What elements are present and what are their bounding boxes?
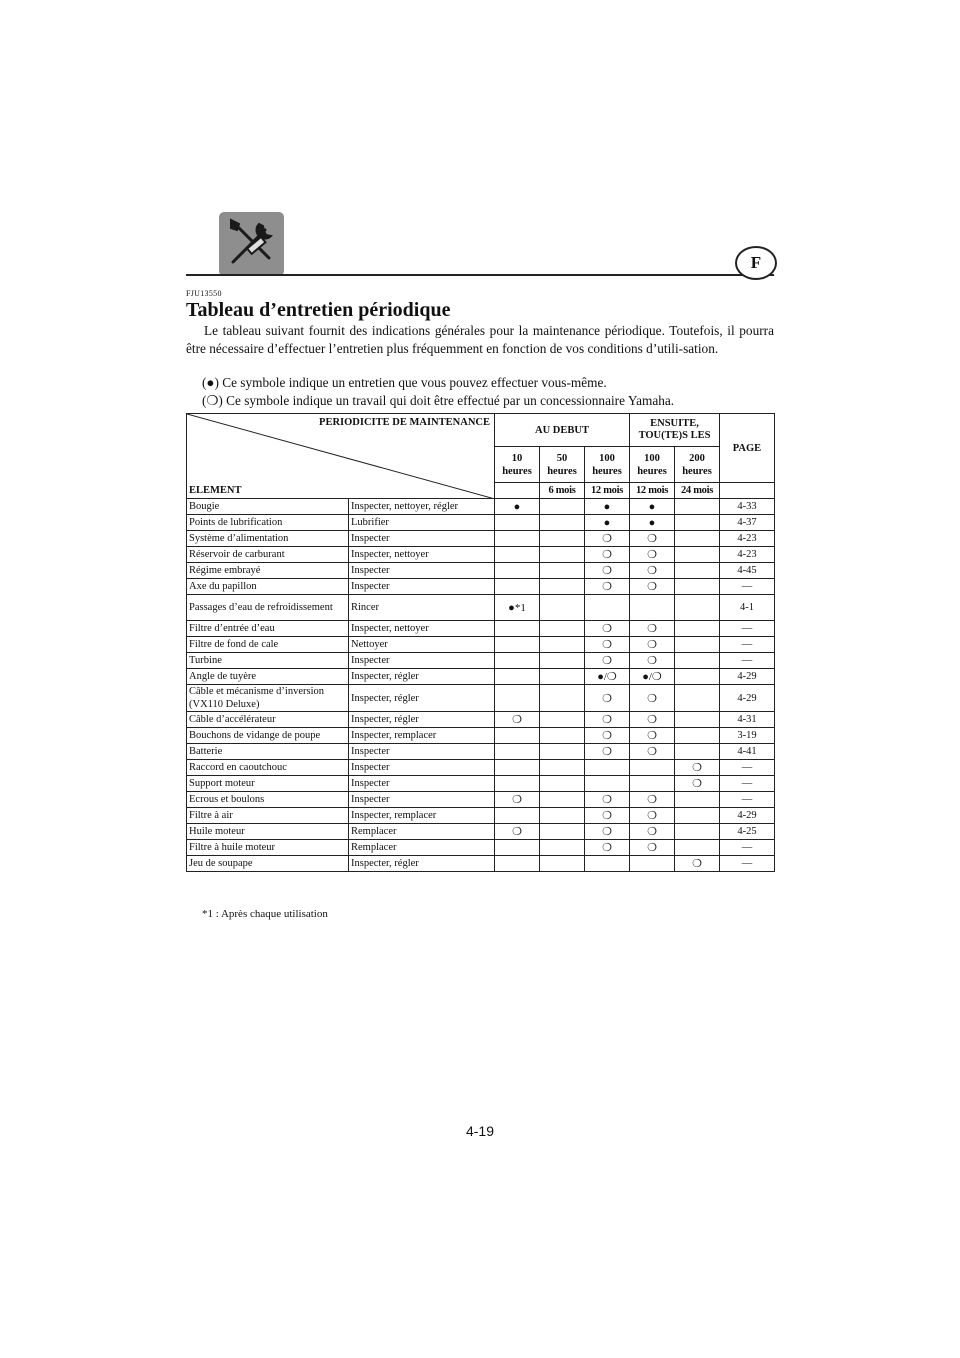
row-mark — [540, 531, 585, 547]
row-operation: Inspecter, régler — [349, 712, 495, 728]
row-mark — [540, 808, 585, 824]
header-page-spacer — [720, 483, 775, 499]
row-mark — [495, 621, 540, 637]
row-operation: Remplacer — [349, 824, 495, 840]
corner-top-label: PERIODICITE DE MAINTENANCE — [319, 417, 490, 428]
corner-bottom-label: ELEMENT — [189, 485, 242, 496]
row-mark — [495, 776, 540, 792]
table-row — [187, 595, 775, 621]
row-operation: Remplacer — [349, 840, 495, 856]
table-row — [187, 637, 775, 653]
table-row — [187, 792, 775, 808]
legend-filled: (●) Ce symbole indique un entretien que vous pouvez effectuer vous-même. — [202, 375, 607, 390]
table-row — [187, 760, 775, 776]
row-element: Points de lubrification — [187, 515, 349, 531]
table-row — [187, 840, 775, 856]
row-page: 4-33 — [720, 499, 775, 515]
row-operation: Rincer — [349, 595, 495, 621]
header-months-2: 12 mois — [585, 483, 630, 499]
row-page: — — [720, 792, 775, 808]
header-months-3: 12 mois — [630, 483, 675, 499]
table-row — [187, 563, 775, 579]
row-mark — [675, 712, 720, 728]
row-mark — [540, 840, 585, 856]
row-operation: Inspecter, régler — [349, 669, 495, 685]
row-mark — [540, 637, 585, 653]
row-operation: Nettoyer — [349, 637, 495, 653]
row-mark: ❍ — [585, 744, 630, 760]
row-mark — [495, 653, 540, 669]
row-mark — [540, 728, 585, 744]
table-row — [187, 685, 775, 712]
row-element: Turbine — [187, 653, 349, 669]
row-mark: ❍ — [630, 653, 675, 669]
row-mark: ❍ — [585, 685, 630, 712]
header-interval-0: 10 heures — [495, 447, 540, 483]
table-row — [187, 669, 775, 685]
row-mark — [540, 824, 585, 840]
table-row — [187, 744, 775, 760]
row-mark: ❍ — [630, 744, 675, 760]
row-mark — [675, 653, 720, 669]
table-row — [187, 579, 775, 595]
row-operation: Inspecter — [349, 792, 495, 808]
row-mark — [495, 808, 540, 824]
row-page: 4-23 — [720, 547, 775, 563]
row-mark — [675, 637, 720, 653]
row-page: 4-29 — [720, 685, 775, 712]
table-row — [187, 653, 775, 669]
row-mark — [675, 792, 720, 808]
row-mark: ❍ — [675, 776, 720, 792]
symbol-legend — [202, 374, 674, 410]
row-mark: ❍ — [630, 728, 675, 744]
row-element: Bouchons de vidange de poupe — [187, 728, 349, 744]
table-row — [187, 728, 775, 744]
table-row — [187, 712, 775, 728]
row-mark — [495, 840, 540, 856]
row-element: Passages d’eau de refroidissement — [187, 595, 349, 621]
maintenance-tools-icon — [219, 212, 284, 276]
row-mark — [495, 685, 540, 712]
header-interval-1: 50 heures — [540, 447, 585, 483]
row-mark: ❍ — [630, 563, 675, 579]
row-operation: Lubrifier — [349, 515, 495, 531]
row-mark: ❍ — [585, 653, 630, 669]
row-element: Ecrous et boulons — [187, 792, 349, 808]
row-mark — [540, 621, 585, 637]
row-page: 4-29 — [720, 808, 775, 824]
row-mark — [630, 776, 675, 792]
row-mark — [585, 595, 630, 621]
row-mark: ❍ — [630, 712, 675, 728]
header-months-4: 24 mois — [675, 483, 720, 499]
row-page: — — [720, 579, 775, 595]
row-mark — [675, 744, 720, 760]
row-page: 4-31 — [720, 712, 775, 728]
row-mark — [540, 595, 585, 621]
row-mark — [495, 515, 540, 531]
row-page: 4-45 — [720, 563, 775, 579]
row-mark — [630, 760, 675, 776]
row-mark — [495, 547, 540, 563]
row-mark: ❍ — [630, 792, 675, 808]
legend-open: (❍) Ce symbole indique un travail qui doit être effectué par un concessionnaire Yamaha. — [202, 393, 675, 408]
row-mark: ● — [585, 499, 630, 515]
row-page: 4-1 — [720, 595, 775, 621]
row-mark — [540, 579, 585, 595]
table-row — [187, 547, 775, 563]
row-mark: ❍ — [630, 685, 675, 712]
row-operation: Inspecter — [349, 760, 495, 776]
row-mark — [675, 499, 720, 515]
row-mark — [495, 669, 540, 685]
row-element: Raccord en caoutchouc — [187, 760, 349, 776]
header-rule — [186, 274, 774, 276]
table-row — [187, 776, 775, 792]
header-ensuite: ENSUITE, TOU(TE)S LES — [630, 414, 720, 447]
row-mark — [495, 531, 540, 547]
row-mark: ❍ — [585, 621, 630, 637]
row-mark — [540, 563, 585, 579]
row-mark — [540, 515, 585, 531]
row-element: Jeu de soupape — [187, 856, 349, 872]
row-mark: ❍ — [585, 840, 630, 856]
row-operation: Inspecter, régler — [349, 856, 495, 872]
row-mark — [675, 563, 720, 579]
row-element: Support moteur — [187, 776, 349, 792]
row-mark — [675, 579, 720, 595]
row-mark: ❍ — [630, 579, 675, 595]
row-mark — [585, 776, 630, 792]
row-mark — [540, 669, 585, 685]
row-mark — [675, 595, 720, 621]
row-element: Axe du papillon — [187, 579, 349, 595]
row-mark — [540, 547, 585, 563]
row-mark — [495, 563, 540, 579]
row-page: — — [720, 621, 775, 637]
header-au-debut: AU DEBUT — [495, 414, 630, 447]
row-mark: ❍ — [630, 637, 675, 653]
row-mark — [585, 760, 630, 776]
row-mark: ❍ — [585, 531, 630, 547]
row-mark: ❍ — [585, 792, 630, 808]
table-row — [187, 808, 775, 824]
row-element: Câble d’accélérateur — [187, 712, 349, 728]
row-mark: ● — [495, 499, 540, 515]
table-row — [187, 621, 775, 637]
header-interval-2: 100 heures — [585, 447, 630, 483]
row-operation: Inspecter — [349, 744, 495, 760]
row-element: Filtre à air — [187, 808, 349, 824]
row-mark — [540, 792, 585, 808]
header-page: PAGE — [720, 414, 775, 483]
row-page: — — [720, 637, 775, 653]
row-element: Huile moteur — [187, 824, 349, 840]
row-element: Angle de tuyère — [187, 669, 349, 685]
row-page: 4-37 — [720, 515, 775, 531]
row-mark — [495, 760, 540, 776]
row-operation: Inspecter, nettoyer — [349, 547, 495, 563]
row-mark — [585, 856, 630, 872]
row-page: 4-41 — [720, 744, 775, 760]
row-mark — [540, 760, 585, 776]
header-months-1: 6 mois — [540, 483, 585, 499]
table-row — [187, 856, 775, 872]
page-number: 4-19 — [465, 1123, 495, 1139]
row-element: Câble et mécanisme d’inversion (VX110 Deluxe) — [187, 685, 349, 712]
language-badge: F — [735, 246, 777, 280]
row-mark: ❍ — [495, 712, 540, 728]
row-operation: Inspecter, remplacer — [349, 808, 495, 824]
row-page: — — [720, 653, 775, 669]
row-operation: Inspecter — [349, 563, 495, 579]
row-page: — — [720, 776, 775, 792]
row-operation: Inspecter — [349, 579, 495, 595]
maintenance-table — [186, 413, 775, 872]
row-mark — [675, 685, 720, 712]
row-mark — [675, 728, 720, 744]
row-mark: ❍ — [675, 760, 720, 776]
row-mark — [675, 531, 720, 547]
row-operation: Inspecter, remplacer — [349, 728, 495, 744]
row-mark: ❍ — [585, 808, 630, 824]
row-mark: ❍ — [585, 824, 630, 840]
row-element: Filtre d’entrée d’eau — [187, 621, 349, 637]
row-element: Filtre à huile moteur — [187, 840, 349, 856]
row-mark: ● — [585, 515, 630, 531]
row-mark: ● — [630, 515, 675, 531]
row-operation: Inspecter — [349, 531, 495, 547]
row-element: Bougie — [187, 499, 349, 515]
row-mark — [540, 744, 585, 760]
page-title: Tableau d’entretien périodique — [186, 299, 451, 321]
row-mark: ❍ — [585, 637, 630, 653]
row-mark — [675, 621, 720, 637]
row-mark: ●/❍ — [585, 669, 630, 685]
row-mark — [540, 499, 585, 515]
section-code: FJU13550 — [186, 289, 222, 298]
row-mark: ❍ — [585, 547, 630, 563]
row-page: — — [720, 840, 775, 856]
row-mark — [675, 515, 720, 531]
row-mark — [675, 840, 720, 856]
header-interval-4: 200 heures — [675, 447, 720, 483]
row-mark: ❍ — [630, 531, 675, 547]
row-mark — [495, 637, 540, 653]
row-operation: Inspecter — [349, 653, 495, 669]
row-mark — [495, 579, 540, 595]
row-element: Filtre de fond de cale — [187, 637, 349, 653]
row-operation: Inspecter, nettoyer — [349, 621, 495, 637]
table-row — [187, 515, 775, 531]
row-mark: ❍ — [675, 856, 720, 872]
intro-paragraph: Le tableau suivant fournit des indications générales pour la maintenance périodique. Toutefois, il pourra être nécessaire d’effectuer l’entretien plus fréquemment en fonction de vos conditions d’utili-sation. — [186, 323, 774, 356]
footnote: *1 : Après chaque utilisation — [202, 908, 328, 920]
row-operation: Inspecter, régler — [349, 685, 495, 712]
row-mark: ❍ — [585, 563, 630, 579]
row-mark: ❍ — [495, 824, 540, 840]
row-page: 4-29 — [720, 669, 775, 685]
row-mark: ●*1 — [495, 595, 540, 621]
row-mark — [675, 808, 720, 824]
row-mark — [540, 685, 585, 712]
header-interval-3: 100 heures — [630, 447, 675, 483]
row-page: — — [720, 760, 775, 776]
row-element: Batterie — [187, 744, 349, 760]
row-mark — [540, 776, 585, 792]
row-mark — [495, 856, 540, 872]
row-mark: ❍ — [495, 792, 540, 808]
table-row — [187, 499, 775, 515]
row-mark — [540, 712, 585, 728]
row-element: Régime embrayé — [187, 563, 349, 579]
row-page: 3-19 — [720, 728, 775, 744]
row-mark — [675, 824, 720, 840]
row-mark — [630, 595, 675, 621]
row-mark: ●/❍ — [630, 669, 675, 685]
row-mark — [675, 547, 720, 563]
row-operation: Inspecter — [349, 776, 495, 792]
row-mark: ❍ — [630, 824, 675, 840]
row-element: Système d’alimentation — [187, 531, 349, 547]
row-element: Réservoir de carburant — [187, 547, 349, 563]
row-mark: ❍ — [585, 712, 630, 728]
row-mark: ❍ — [585, 728, 630, 744]
row-mark — [540, 856, 585, 872]
table-row — [187, 824, 775, 840]
row-mark — [675, 669, 720, 685]
row-mark — [630, 856, 675, 872]
row-mark: ● — [630, 499, 675, 515]
row-page: — — [720, 856, 775, 872]
row-mark: ❍ — [630, 808, 675, 824]
header-months-0 — [495, 483, 540, 499]
row-operation: Inspecter, nettoyer, régler — [349, 499, 495, 515]
table-corner-header — [187, 414, 495, 499]
row-page: 4-25 — [720, 824, 775, 840]
row-mark — [495, 744, 540, 760]
row-mark — [540, 653, 585, 669]
row-page: 4-23 — [720, 531, 775, 547]
row-mark: ❍ — [630, 840, 675, 856]
row-mark: ❍ — [585, 579, 630, 595]
row-mark: ❍ — [630, 547, 675, 563]
row-mark — [495, 728, 540, 744]
row-mark: ❍ — [630, 621, 675, 637]
table-row — [187, 531, 775, 547]
